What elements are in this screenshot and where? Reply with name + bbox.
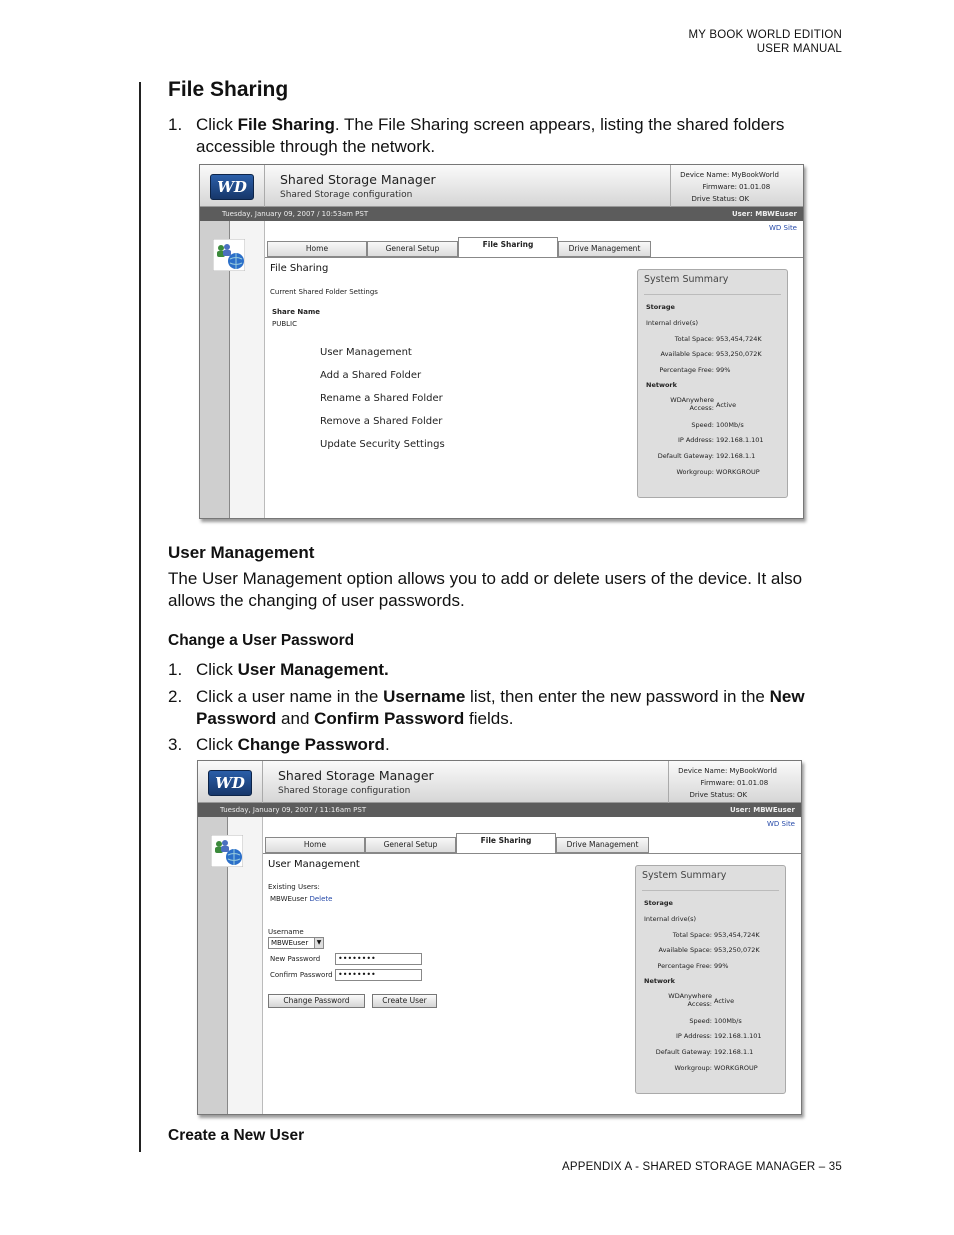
- wd-logo: WD: [210, 174, 254, 200]
- wd-site-link[interactable]: WD Site: [769, 224, 797, 232]
- step-number: 2.: [168, 687, 183, 706]
- existing-user-name: MBWEuser: [270, 895, 308, 903]
- internal-drives: Internal drive(s): [646, 319, 699, 327]
- confirm-password-field[interactable]: ••••••••: [335, 969, 422, 981]
- file-sharing-screenshot: [199, 164, 804, 519]
- chevron-down-icon: ▼: [314, 938, 323, 948]
- step-text: .: [384, 735, 390, 754]
- current-settings-label: Current Shared Folder Settings: [270, 288, 378, 296]
- link-add-shared-folder[interactable]: Add a Shared Folder: [320, 370, 422, 381]
- date-text: Tuesday, January 09, 2007 / 11:16am PST: [220, 806, 367, 814]
- user-management-description: The User Management option allows you to add or delete users of the device. It also allows the changing of user passwords.: [168, 569, 803, 610]
- new-password-label: New Password: [270, 955, 321, 963]
- step-bold: Username: [383, 687, 466, 706]
- users-globe-icon: [211, 835, 243, 867]
- share-name-value: PUBLIC: [272, 320, 297, 328]
- app-title: Shared Storage Manager: [278, 768, 434, 783]
- link-rename-shared-folder[interactable]: Rename a Shared Folder: [320, 393, 443, 404]
- existing-user-row: [270, 895, 332, 903]
- wd-site-link[interactable]: WD Site: [767, 820, 795, 828]
- step-text: . The File Sharing screen appears, listing the shared folders accessible through the network.: [196, 115, 785, 156]
- wd-logo: WD: [208, 770, 252, 796]
- date-text: Tuesday, January 09, 2007 / 10:53am PST: [222, 210, 369, 218]
- step-number: 3.: [168, 735, 183, 754]
- user-management-heading: User Management: [168, 543, 315, 562]
- change-pw-step-2: [168, 686, 848, 730]
- header-line-2: USER MANUAL: [756, 43, 842, 55]
- step-bold: New Password: [196, 687, 805, 728]
- new-password-field[interactable]: ••••••••: [335, 953, 422, 965]
- link-update-security-settings[interactable]: Update Security Settings: [320, 439, 445, 450]
- tab-general-setup[interactable]: General Setup: [365, 837, 456, 853]
- change-password-heading: Change a User Password: [168, 632, 355, 649]
- tab-file-sharing[interactable]: File Sharing: [456, 833, 556, 854]
- tab-drive-management[interactable]: Drive Management: [558, 241, 651, 257]
- change-password-button[interactable]: Change Password: [268, 994, 365, 1008]
- date-bar: [200, 207, 803, 221]
- username-select[interactable]: MBWEuser ▼: [268, 937, 324, 949]
- current-user: User: MBWEuser: [731, 210, 797, 218]
- confirm-password-label: Confirm Password: [270, 971, 333, 979]
- tab-home[interactable]: Home: [267, 241, 367, 257]
- summary-title: System Summary: [644, 274, 729, 285]
- step-text: Click: [196, 115, 238, 134]
- storage-heading: Storage: [646, 303, 675, 311]
- network-heading: Network: [646, 381, 677, 389]
- step-bold: File Sharing: [237, 115, 335, 134]
- running-header: [688, 28, 842, 56]
- app-subtitle: Shared Storage configuration: [278, 786, 411, 796]
- device-info: Device Name: MyBookWorld Firmware: 01.01.08 Drive Status: OK: [678, 767, 777, 799]
- step-text: Click: [196, 660, 238, 679]
- create-user-button[interactable]: Create User: [372, 994, 437, 1008]
- step-1-file-sharing: [168, 114, 848, 158]
- step-number: 1.: [168, 660, 183, 679]
- device-info: Device Name: MyBookWorld Firmware: 01.01.08 Drive Status: OK: [680, 171, 779, 203]
- network-heading: Network: [644, 977, 675, 985]
- section-title: File Sharing: [168, 78, 289, 101]
- username-label: Username: [268, 928, 304, 936]
- storage-heading: Storage: [644, 899, 673, 907]
- date-bar: [198, 803, 801, 817]
- delete-user-link[interactable]: Delete: [309, 895, 333, 903]
- step-bold: Change Password: [237, 735, 385, 754]
- system-summary: System Summary Storage Internal drive(s) Total Space: 953,454,724K Available Space: 953,250,072K Percentage Free: 99% Network WDAnywhere Access: Active Speed: 100Mb/s IP Address: 192.168.1.101 Default Gateway: 192.168.1.1 Workgroup: WORKGROUP: [635, 865, 786, 1094]
- create-user-heading: Create a New User: [168, 1127, 305, 1144]
- change-pw-step-3: [168, 734, 848, 756]
- current-user: User: MBWEuser: [729, 806, 795, 814]
- app-header: [200, 165, 803, 207]
- step-text: and: [276, 709, 315, 728]
- panel-title: File Sharing: [270, 263, 329, 274]
- step-number: 1.: [168, 115, 183, 134]
- users-globe-icon: [213, 239, 245, 271]
- app-title: Shared Storage Manager: [280, 172, 436, 187]
- existing-users-label: Existing Users:: [268, 883, 320, 891]
- step-text: Click a user name in the: [196, 687, 384, 706]
- tab-file-sharing[interactable]: File Sharing: [458, 237, 558, 258]
- step-text: fields.: [464, 709, 514, 728]
- tab-drive-management[interactable]: Drive Management: [556, 837, 649, 853]
- share-name-label: Share Name: [272, 308, 321, 316]
- change-pw-step-1: [168, 659, 848, 681]
- tab-home[interactable]: Home: [265, 837, 365, 853]
- step-text: Click: [196, 735, 238, 754]
- link-user-management[interactable]: User Management: [320, 347, 412, 358]
- link-remove-shared-folder[interactable]: Remove a Shared Folder: [320, 416, 443, 427]
- header-line-1: MY BOOK WORLD EDITION: [688, 29, 842, 41]
- panel-title: User Management: [268, 859, 360, 870]
- summary-title: System Summary: [642, 870, 727, 881]
- step-text: list, then enter the new password in the: [465, 687, 770, 706]
- system-summary: System Summary Storage Internal drive(s) Total Space: 953,454,724K Available Space: 953,250,072K Percentage Free: 99% Network WDAnywhere Access: Active Speed: 100Mb/s IP Address: 192.168.1.101 Default Gateway: 192.168.1.1 Workgroup: WORKGROUP: [637, 269, 788, 498]
- step-bold: Confirm Password: [314, 709, 465, 728]
- user-management-screenshot: [197, 760, 802, 1115]
- running-footer: APPENDIX A - SHARED STORAGE MANAGER – 35: [561, 1161, 842, 1173]
- step-bold: User Management.: [237, 660, 389, 679]
- internal-drives: Internal drive(s): [644, 915, 697, 923]
- tab-general-setup[interactable]: General Setup: [367, 241, 458, 257]
- app-subtitle: Shared Storage configuration: [280, 190, 413, 200]
- margin-rule: [139, 82, 141, 1152]
- app-header: [198, 761, 801, 803]
